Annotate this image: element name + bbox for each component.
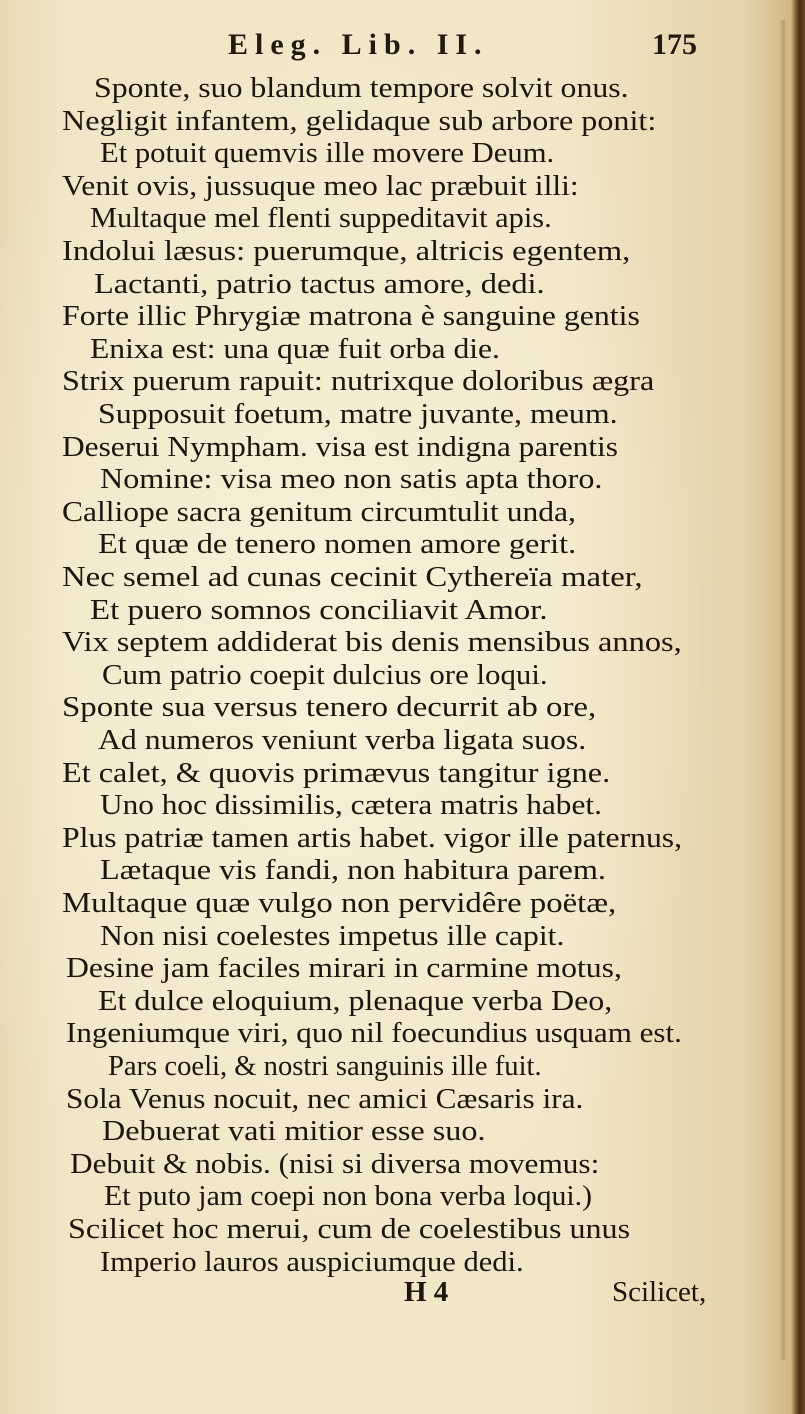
verse-line: Et puto jam coepi non bona verba loqui.) — [104, 1180, 593, 1213]
verse-line: Vix septem addiderat bis denis mensibus annos, — [62, 626, 682, 659]
verse-line: Debuerat vati mitior esse suo. — [102, 1115, 486, 1148]
verse-line: Pars coeli, & nostri sanguinis ille fuit. — [108, 1050, 542, 1082]
running-title: Eleg. Lib. II. — [228, 28, 489, 61]
verse-line: Lætaque vis fandi, non habitura parem. — [100, 854, 606, 887]
verse-line: Scilicet hoc merui, cum de coelestibus unus — [68, 1213, 631, 1245]
verse-line: Ad numeros veniunt verba ligata suos. — [98, 724, 587, 756]
verse-line: Multaque quæ vulgo non pervidêre poëtæ, — [62, 887, 617, 919]
verse-line: Cum patrio coepit dulcius ore loqui. — [102, 658, 548, 691]
verse-line: Et puero somnos conciliavit Amor. — [90, 593, 548, 626]
verse-line: Ingeniumque viri, quo nil foecundius usquam est. — [66, 1017, 682, 1050]
verse-line: Enixa est: una quæ fuit orba die. — [90, 332, 500, 365]
verse-line: Non nisi coelestes impetus ille capit. — [100, 919, 565, 952]
verse-line: Negligit infantem, gelidaque sub arbore ponit: — [62, 104, 657, 137]
book-edge — [791, 0, 805, 1414]
verse-line: Multaque mel flenti suppeditavit apis. — [90, 202, 552, 235]
verse-line: Nec semel ad cunas cecinit Cythereïa mater, — [62, 561, 643, 593]
verse-line: Lactanti, patrio tactus amore, dedi. — [94, 267, 545, 300]
verse-line: Nomine: visa meo non satis apta thoro. — [100, 463, 603, 496]
verse-line: Desine jam faciles mirari in carmine motus, — [66, 952, 622, 985]
verse-line: Et dulce eloquium, plenaque verba Deo, — [98, 984, 613, 1017]
page-shadow — [779, 20, 787, 1360]
verse-line: Indolui læsus: puerumque, altricis egentem, — [62, 235, 631, 267]
verse-line: Sponte, suo blandum tempore solvit onus. — [94, 72, 629, 104]
verse-line: Deserui Nympham. visa est indigna parentis — [62, 430, 618, 463]
verse-line: Imperio lauros auspiciumque dedi. — [100, 1245, 524, 1278]
verse-line: Uno hoc dissimilis, cætera matris habet. — [100, 789, 602, 822]
signature-mark: H 4 — [404, 1276, 449, 1308]
verse-line: Calliope sacra genitum circumtulit unda, — [62, 495, 576, 528]
verse-line: Et quæ de tenero nomen amore gerit. — [98, 528, 577, 561]
verse-line: Et potuit quemvis ille movere Deum. — [100, 137, 555, 170]
verse-line: Strix puerum rapuit: nutrixque doloribus ægra — [62, 365, 655, 398]
verse-line: Sponte sua versus tenero decurrit ab ore, — [62, 691, 597, 724]
verse-line: Forte illic Phrygiæ matrona è sanguine gentis — [62, 300, 640, 333]
verse-line: Debuit & nobis. (nisi si diversa movemus: — [70, 1147, 600, 1180]
verse-line: Supposuit foetum, matre juvante, meum. — [98, 398, 618, 430]
verse-line: Plus patriæ tamen artis habet. vigor ille paternus, — [62, 821, 683, 854]
page-number: 175 — [652, 28, 697, 61]
catchword: Scilicet, — [612, 1276, 707, 1308]
verse-line: Et calet, & quovis primævus tangitur igne. — [62, 756, 611, 789]
verse-line: Venit ovis, jussuque meo lac præbuit illi: — [62, 169, 579, 202]
verse-line: Sola Venus nocuit, nec amici Cæsaris ira. — [66, 1082, 584, 1115]
